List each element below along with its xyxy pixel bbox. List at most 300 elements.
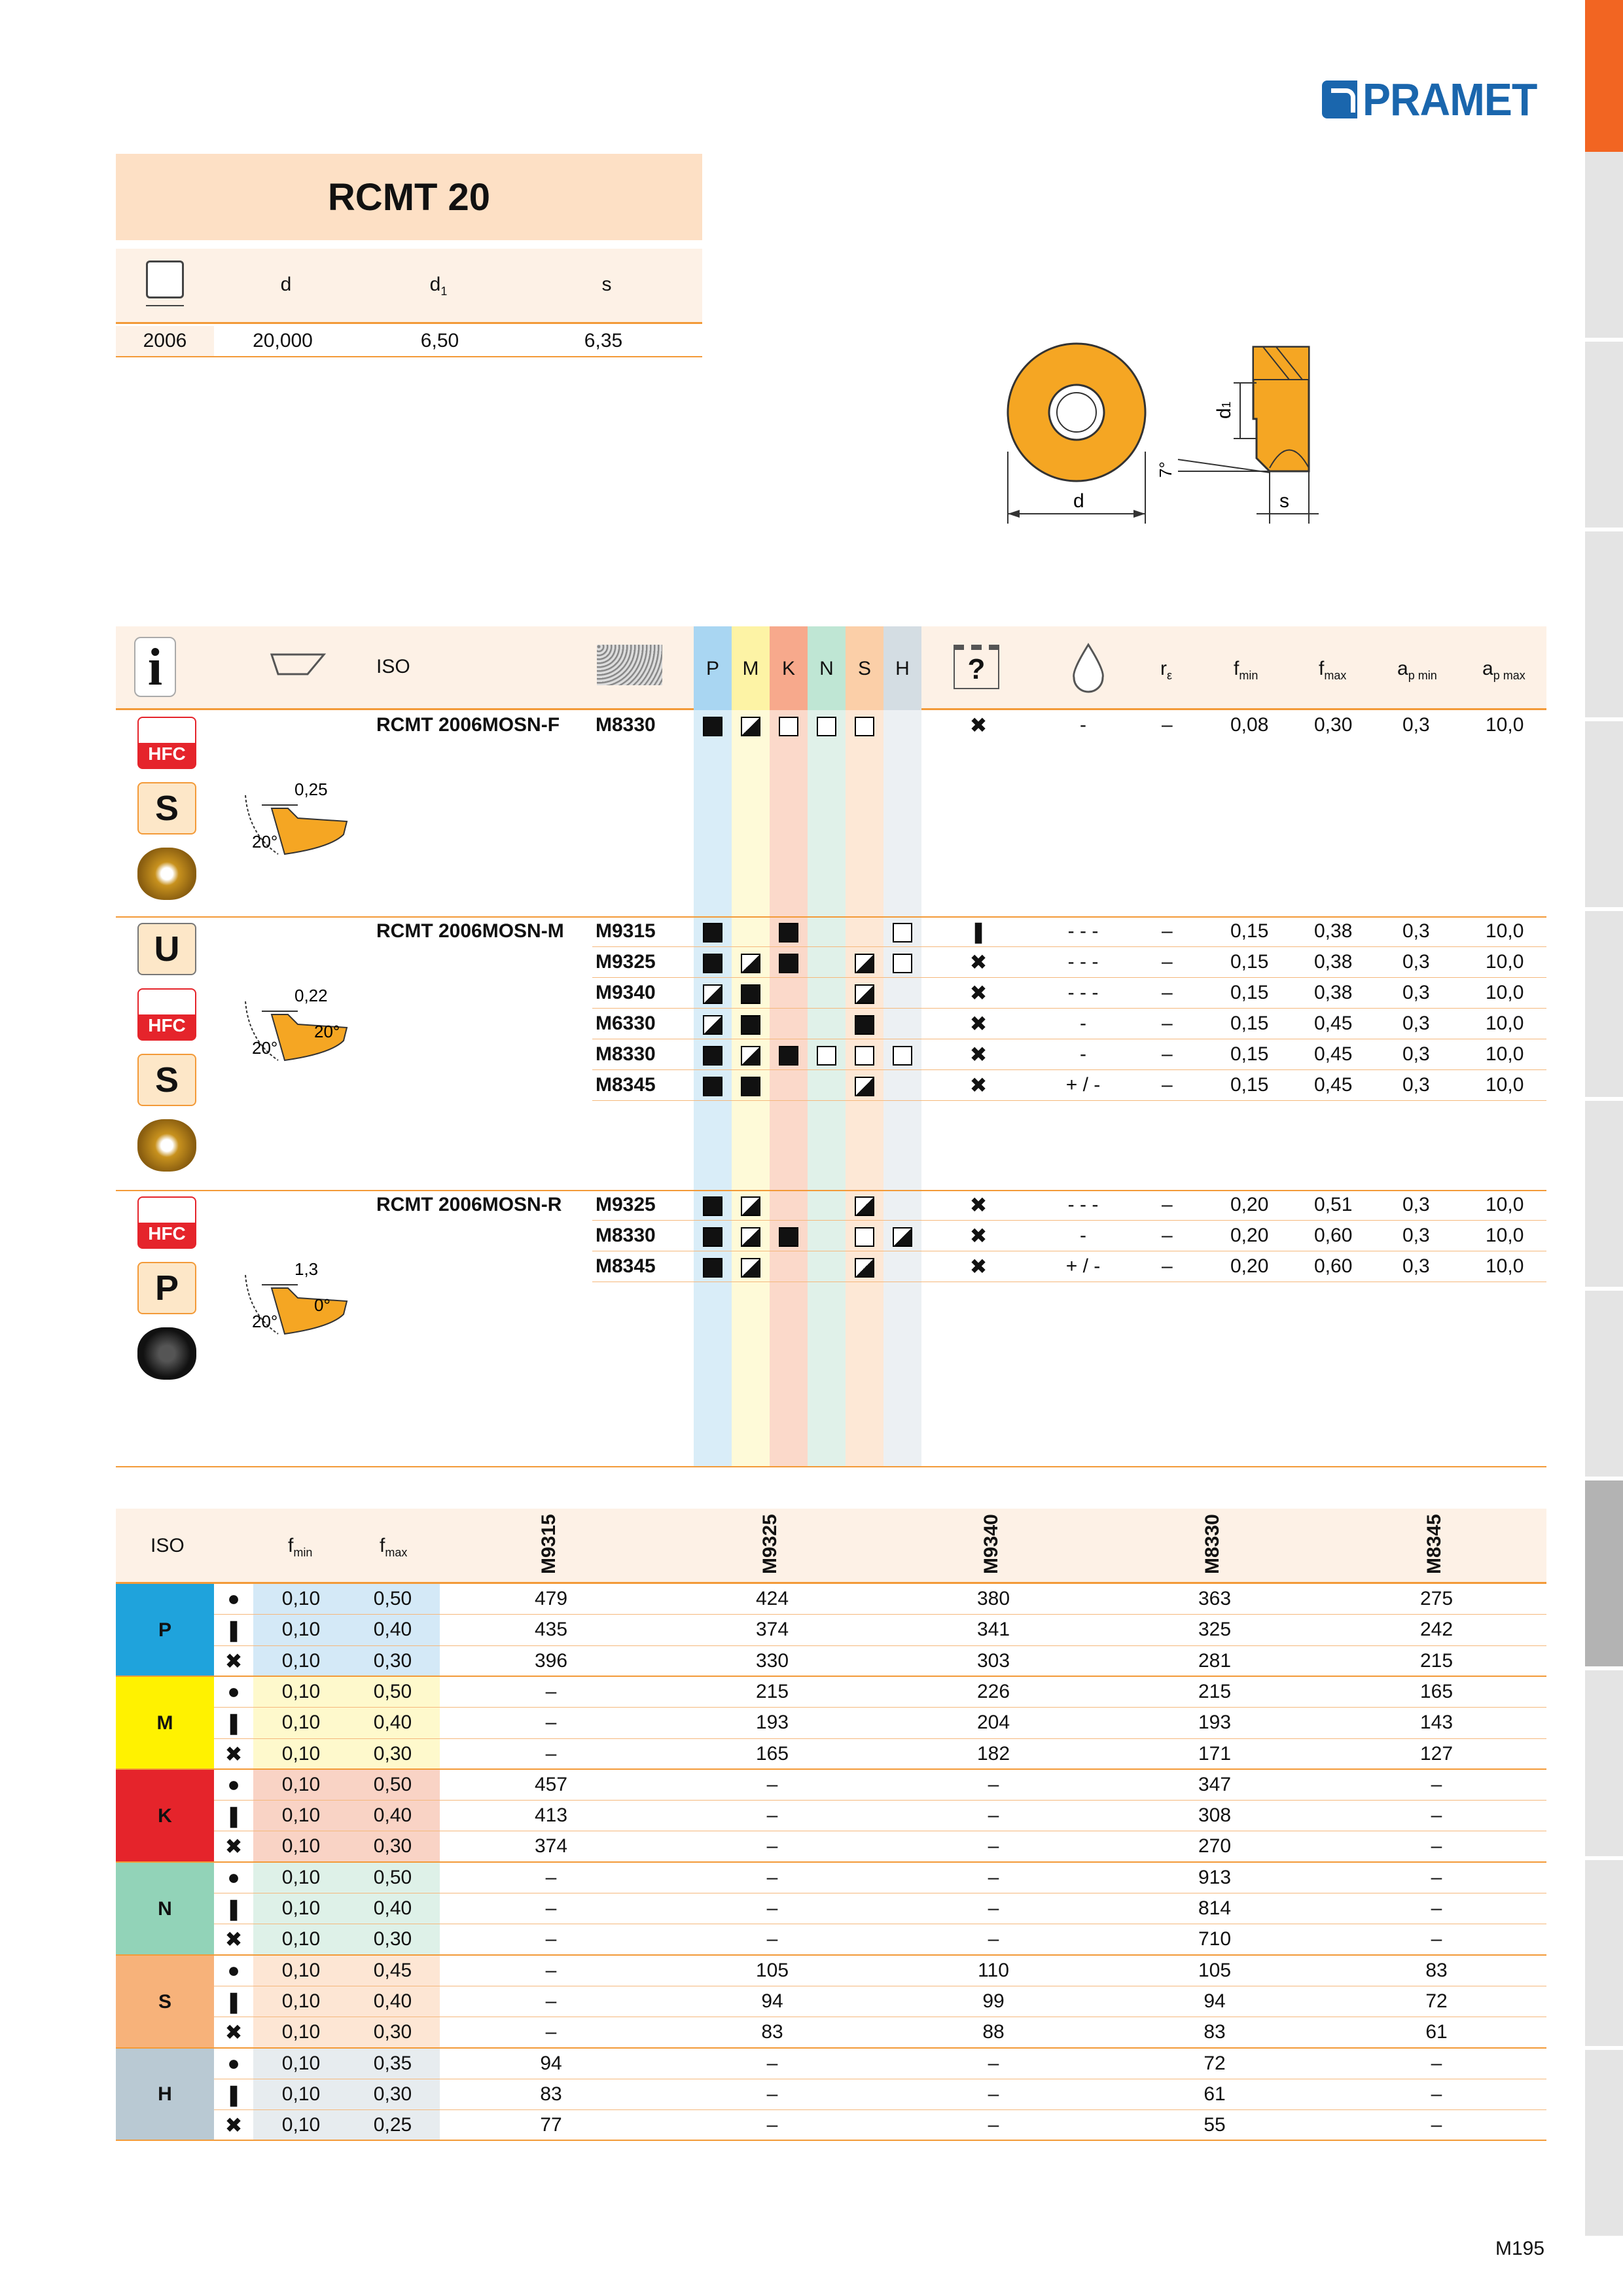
- page-number: M195: [1495, 2238, 1544, 2259]
- insert-photo: [137, 1327, 196, 1380]
- side-tab: [1585, 531, 1623, 721]
- cutting-speed-value: –: [988, 2114, 999, 2136]
- cutting-speed-value: 182: [976, 1742, 1010, 1765]
- corner-radius-value: –: [1162, 1043, 1173, 1065]
- coolant-value: - - -: [1067, 1194, 1099, 1215]
- suitability-full-marker: [779, 1046, 798, 1066]
- cutting-speed-value: 226: [976, 1680, 1010, 1702]
- suitability-full-marker: [741, 1015, 760, 1035]
- dim-header-d: d: [280, 274, 292, 295]
- side-tab: [1585, 1101, 1623, 1291]
- operation-icon: ?: [954, 645, 999, 689]
- row-divider: [592, 977, 1546, 978]
- apmax-value: 10,0: [1486, 982, 1524, 1003]
- row-symbol: ●: [227, 2051, 240, 2075]
- corner-radius-value: –: [1162, 1013, 1173, 1034]
- group-separator: [116, 916, 1546, 918]
- product-title: RCMT 20: [116, 154, 702, 240]
- cutting-speed-value: –: [545, 1742, 557, 1765]
- suitability-half-marker: [703, 1015, 722, 1035]
- coolant-value: - - -: [1067, 951, 1099, 973]
- row-divider: [592, 946, 1546, 947]
- row-symbol: ✖: [224, 1742, 243, 1766]
- suitability-half-marker: [741, 1227, 760, 1247]
- cutting-speed-value: 165: [755, 1742, 789, 1765]
- coolant-drop-icon: [1069, 641, 1108, 694]
- cutting-speed-value: 83: [1204, 2021, 1226, 2043]
- cutting-fmax: 0,30: [373, 1835, 412, 1857]
- drawing-label-d: d: [1073, 490, 1084, 512]
- side-tab: [1585, 911, 1623, 1101]
- suitability-half-marker: [855, 1077, 874, 1096]
- cutting-speed-value: 270: [1198, 1835, 1232, 1857]
- grades-header-r: $r_\varepsilon$: [1160, 658, 1173, 682]
- operation-symbol: ✖: [969, 713, 988, 737]
- dimensions-row: [116, 326, 702, 357]
- corner-radius-value: –: [1162, 951, 1173, 973]
- grade-name: M9340: [596, 982, 656, 1003]
- fmax-value: 0,51: [1314, 1194, 1353, 1215]
- row-divider: [592, 1100, 1546, 1101]
- insert-square-icon: [146, 260, 184, 298]
- coolant-value: -: [1080, 714, 1086, 736]
- row-symbol: ✖: [224, 1649, 243, 1673]
- cutting-speed-value: –: [545, 1680, 557, 1702]
- cutting-speed-value: 193: [1198, 1712, 1232, 1734]
- suitability-full-marker: [703, 923, 722, 942]
- grade-name: M8330: [596, 1225, 656, 1246]
- dim-size: 2006: [143, 330, 187, 351]
- cutting-speed-value: –: [766, 1835, 778, 1857]
- cutting-speed-value: 814: [1198, 1897, 1232, 1919]
- material-header-p: P: [705, 658, 719, 679]
- operation-symbol: ✖: [969, 1043, 988, 1066]
- apmin-value: 0,3: [1402, 1043, 1430, 1065]
- row-symbol: ❚: [224, 1897, 243, 1920]
- fmin-value: 0,15: [1230, 1043, 1269, 1065]
- corner-radius-value: –: [1162, 1255, 1173, 1277]
- badge-hfc-icon: HFC: [137, 1196, 196, 1249]
- cutting-speed-value: 341: [976, 1619, 1010, 1641]
- cutting-fmin: 0,10: [281, 1928, 321, 1950]
- fmax-value: 0,38: [1314, 951, 1353, 973]
- cutting-speed-value: 363: [1198, 1588, 1232, 1609]
- cutting-speed-value: 413: [534, 1804, 568, 1827]
- row-symbol: ●: [227, 1587, 240, 1610]
- fmax-value: 0,38: [1314, 920, 1353, 942]
- cutting-fmax: 0,35: [373, 2052, 412, 2074]
- row-symbol: ●: [227, 1958, 240, 1982]
- suitability-empty-marker: [893, 1046, 912, 1066]
- group-separator: [116, 1466, 1546, 1467]
- cutting-speed-value: –: [988, 2083, 999, 2105]
- cutting-speed-value: –: [545, 2021, 557, 2043]
- cutting-speed-value: –: [545, 1990, 557, 2012]
- operation-symbol: ✖: [969, 950, 988, 974]
- cutting-speed-value: 105: [755, 1959, 789, 1981]
- suitability-half-marker: [741, 1196, 760, 1216]
- material-header-k: K: [781, 658, 795, 679]
- cutting-speed-value: –: [1431, 2052, 1442, 2074]
- cutting-speed-value: 396: [534, 1649, 568, 1672]
- suitability-half-marker: [855, 984, 874, 1004]
- side-tab: [1585, 721, 1623, 911]
- cutting-speed-value: 242: [1419, 1619, 1454, 1641]
- suitability-half-marker: [855, 954, 874, 973]
- apmax-value: 10,0: [1486, 1255, 1524, 1277]
- cutting-table-header: [116, 1509, 1546, 1584]
- fmax-value: 0,45: [1314, 1074, 1353, 1096]
- cutting-fmin: 0,10: [281, 1619, 321, 1641]
- cutting-speed-value: 710: [1198, 1928, 1232, 1950]
- cutting-speed-value: –: [1431, 1866, 1442, 1888]
- cutting-fmax: 0,40: [373, 1804, 412, 1827]
- cutting-speed-value: 127: [1419, 1742, 1454, 1765]
- insert-photo: [137, 1119, 196, 1172]
- material-header-s: S: [857, 658, 871, 679]
- row-symbol: ❚: [224, 1804, 243, 1828]
- fmin-value: 0,15: [1230, 1074, 1269, 1096]
- suitability-half-marker: [741, 1046, 760, 1066]
- grade-name: M9325: [596, 1194, 656, 1215]
- fmin-value: 0,20: [1230, 1225, 1269, 1246]
- material-group-k: K: [116, 1770, 214, 1863]
- cutting-fmin: 0,10: [281, 2114, 321, 2136]
- apmin-value: 0,3: [1402, 982, 1430, 1003]
- row-divider: [592, 1220, 1546, 1221]
- side-tab: [1585, 1670, 1623, 1860]
- fmin-value: 0,08: [1230, 714, 1269, 736]
- cutting-speed-value: 94: [540, 2052, 562, 2074]
- drawing-label-s: s: [1279, 490, 1289, 512]
- cutting-speed-value: 215: [1419, 1649, 1454, 1672]
- cutting-fmax: 0,30: [373, 1649, 412, 1672]
- corner-radius-value: –: [1162, 714, 1173, 736]
- dim-header-d1: $d_1$: [429, 274, 448, 298]
- cutting-speed-value: –: [545, 1928, 557, 1950]
- grade-name: M8345: [596, 1255, 656, 1277]
- cutting-speed-value: –: [988, 1866, 999, 1888]
- cutting-speed-value: 913: [1198, 1866, 1232, 1888]
- fmin-value: 0,20: [1230, 1194, 1269, 1215]
- suitability-full-marker: [703, 1258, 722, 1278]
- cutting-speed-value: 83: [1425, 1959, 1448, 1981]
- side-tab: [1585, 2050, 1623, 2240]
- dim-s-value: 6,35: [584, 330, 623, 351]
- material-separator: [116, 2140, 1546, 2141]
- coolant-value: - - -: [1067, 982, 1099, 1003]
- cutting-speed-value: –: [545, 1897, 557, 1919]
- cutting-fmax: 0,45: [373, 1959, 412, 1981]
- corner-radius-value: –: [1162, 1074, 1173, 1096]
- cutting-fmin: 0,10: [281, 1712, 321, 1734]
- cutting-grade-header: M9340: [980, 1514, 1002, 1574]
- cutting-speed-value: 308: [1198, 1804, 1232, 1827]
- cutting-fmax: 0,30: [373, 1742, 412, 1765]
- dim-header-s: s: [601, 274, 612, 295]
- suitability-empty-marker: [817, 717, 836, 736]
- cutting-speed-value: 143: [1419, 1712, 1454, 1734]
- cutting-fmin: 0,10: [281, 1897, 321, 1919]
- cutting-speed-value: –: [1431, 1804, 1442, 1827]
- cutting-speed-value: 424: [755, 1588, 789, 1609]
- badge-s-icon: S: [137, 782, 196, 834]
- suitability-half-marker: [855, 1258, 874, 1278]
- grade-name: M6330: [596, 1013, 656, 1034]
- insert-technical-drawing: [982, 321, 1348, 543]
- cutting-fmax: 0,25: [373, 2114, 412, 2136]
- badge-s-icon: S: [137, 1054, 196, 1106]
- drawing-label-angle: 7°: [1156, 461, 1175, 478]
- coolant-value: -: [1080, 1013, 1086, 1034]
- cutting-fmin: 0,10: [281, 1990, 321, 2012]
- side-tab: [1585, 1480, 1623, 1670]
- badge-u-icon: U: [137, 923, 196, 975]
- apmax-value: 10,0: [1486, 1043, 1524, 1065]
- insert-photo: [137, 848, 196, 900]
- row-symbol: ❚: [224, 1989, 243, 2013]
- suitability-half-marker: [741, 1258, 760, 1278]
- cutting-speed-value: 94: [761, 1990, 783, 2012]
- geometry-label: 20°: [252, 1038, 278, 1058]
- edge-geometry-sketch: [232, 1249, 363, 1347]
- suitability-empty-marker: [855, 717, 874, 736]
- row-symbol: ●: [227, 1679, 240, 1703]
- cutting-speed-value: –: [766, 2114, 778, 2136]
- suitability-full-marker: [703, 1046, 722, 1066]
- grade-name: M8330: [596, 1043, 656, 1065]
- fmax-value: 0,60: [1314, 1225, 1353, 1246]
- row-symbol: ●: [227, 1772, 240, 1796]
- coolant-value: -: [1080, 1043, 1086, 1065]
- operation-symbol: ✖: [969, 981, 988, 1005]
- operation-symbol: ❚: [969, 920, 988, 943]
- apmax-value: 10,0: [1486, 1225, 1524, 1246]
- drawing-label-d1: d1: [1213, 401, 1235, 419]
- fmax-value: 0,45: [1314, 1043, 1353, 1065]
- cutting-fmin: 0,10: [281, 1588, 321, 1609]
- material-group-m: M: [116, 1677, 214, 1770]
- suitability-full-marker: [703, 717, 722, 736]
- insert-code: RCMT 2006MOSN-R: [376, 1194, 562, 1215]
- row-symbol: ●: [227, 1865, 240, 1889]
- cutting-speed-value: –: [988, 1773, 999, 1795]
- cutting-fmax: 0,50: [373, 1866, 412, 1888]
- cutting-speed-value: –: [545, 1866, 557, 1888]
- grades-header-fmax: $f_{max}$: [1319, 658, 1347, 682]
- cutting-header-fmax: $f_{max}$: [380, 1535, 408, 1559]
- suitability-full-marker: [741, 984, 760, 1004]
- cutting-speed-value: 88: [982, 2021, 1005, 2043]
- apmax-value: 10,0: [1486, 1013, 1524, 1034]
- apmax-value: 10,0: [1486, 714, 1524, 736]
- cutting-speed-value: –: [766, 2083, 778, 2105]
- fmin-value: 0,15: [1230, 982, 1269, 1003]
- cutting-grade-header: M8345: [1423, 1514, 1445, 1574]
- coolant-value: + / -: [1065, 1255, 1101, 1277]
- cutting-speed-value: –: [766, 2052, 778, 2074]
- fmax-value: 0,60: [1314, 1255, 1353, 1277]
- cutting-speed-value: –: [1431, 1928, 1442, 1950]
- corner-radius-value: –: [1162, 1194, 1173, 1215]
- grade-name: M8330: [596, 714, 656, 736]
- cutting-speed-value: 94: [1204, 1990, 1226, 2012]
- cutting-fmax: 0,40: [373, 1712, 412, 1734]
- cutting-fmin: 0,10: [281, 1835, 321, 1857]
- cutting-speed-value: 72: [1425, 1990, 1448, 2012]
- row-symbol: ✖: [224, 2113, 243, 2138]
- operation-symbol: ✖: [969, 1012, 988, 1035]
- grade-material-icon: [597, 645, 662, 685]
- coolant-value: + / -: [1065, 1074, 1101, 1096]
- fmin-value: 0,20: [1230, 1255, 1269, 1277]
- suitability-half-marker: [741, 717, 760, 736]
- fmax-value: 0,38: [1314, 982, 1353, 1003]
- material-header-h: H: [895, 658, 910, 679]
- corner-radius-value: –: [1162, 920, 1173, 942]
- dim-d1-value: 6,50: [420, 330, 459, 351]
- badge-hfc-icon: HFC: [137, 717, 196, 769]
- cutting-speed-value: 193: [755, 1712, 789, 1734]
- apmax-value: 10,0: [1486, 1194, 1524, 1215]
- geometry-label: 20°: [252, 832, 278, 852]
- suitability-empty-marker: [855, 1046, 874, 1066]
- side-tab: [1585, 152, 1623, 342]
- geometry-label: 20°: [314, 1022, 340, 1041]
- corner-radius-value: –: [1162, 982, 1173, 1003]
- cutting-fmin: 0,10: [281, 1866, 321, 1888]
- operation-symbol: ✖: [969, 1255, 988, 1278]
- side-tab-active: [1585, 0, 1623, 152]
- cutting-fmin: 0,10: [281, 2052, 321, 2074]
- cutting-header-iso: ISO: [151, 1535, 185, 1556]
- geometry-label: 20°: [252, 1312, 278, 1331]
- cutting-fmin: 0,10: [281, 1804, 321, 1827]
- group-separator: [116, 1190, 1546, 1191]
- grades-header-iso: ISO: [376, 656, 410, 677]
- material-header-n: N: [819, 658, 834, 679]
- cutting-grade-header: M9325: [759, 1514, 781, 1574]
- side-tab: [1585, 342, 1623, 531]
- cutting-speed-value: 457: [534, 1773, 568, 1795]
- row-divider: [592, 1069, 1546, 1070]
- material-group-p: P: [116, 1584, 214, 1677]
- cutting-speed-value: 380: [976, 1588, 1010, 1609]
- fmin-value: 0,15: [1230, 1013, 1269, 1034]
- cutting-fmax: 0,50: [373, 1588, 412, 1609]
- cutting-speed-value: 215: [1198, 1680, 1232, 1702]
- apmin-value: 0,3: [1402, 1074, 1430, 1096]
- cutting-grade-header: M8330: [1202, 1514, 1223, 1574]
- suitability-empty-marker: [817, 1046, 836, 1066]
- cutting-speed-value: 55: [1204, 2114, 1226, 2136]
- dim-d-value: 20,000: [253, 330, 313, 351]
- insert-code: RCMT 2006MOSN-F: [376, 714, 560, 736]
- cutting-fmin: 0,10: [281, 1649, 321, 1672]
- suitability-empty-marker: [855, 1227, 874, 1247]
- cutting-speed-value: –: [988, 2052, 999, 2074]
- cutting-speed-value: 204: [976, 1712, 1010, 1734]
- apmin-value: 0,3: [1402, 1013, 1430, 1034]
- cutting-fmax: 0,30: [373, 1928, 412, 1950]
- fmax-value: 0,45: [1314, 1013, 1353, 1034]
- cutting-fmax: 0,50: [373, 1680, 412, 1702]
- corner-radius-value: –: [1162, 1225, 1173, 1246]
- grades-header-fmin: $f_{min}$: [1234, 658, 1258, 682]
- suitability-half-marker: [703, 984, 722, 1004]
- cutting-speed-value: –: [988, 1928, 999, 1950]
- suitability-empty-marker: [893, 954, 912, 973]
- cutting-speed-value: 303: [976, 1649, 1010, 1672]
- cutting-fmax: 0,50: [373, 1773, 412, 1795]
- cutting-fmin: 0,10: [281, 1742, 321, 1765]
- fmax-value: 0,30: [1314, 714, 1353, 736]
- cutting-speed-value: 215: [755, 1680, 789, 1702]
- cutting-speed-value: –: [766, 1804, 778, 1827]
- cutting-speed-value: 435: [534, 1619, 568, 1641]
- suitability-full-marker: [703, 1196, 722, 1216]
- cutting-fmax: 0,40: [373, 1897, 412, 1919]
- suitability-full-marker: [779, 954, 798, 973]
- suitability-full-marker: [779, 1227, 798, 1247]
- insert-code: RCMT 2006MOSN-M: [376, 920, 564, 942]
- fmin-value: 0,15: [1230, 920, 1269, 942]
- cutting-fmax: 0,30: [373, 2021, 412, 2043]
- geometry-label: 0,22: [294, 986, 328, 1005]
- suitability-half-marker: [855, 1196, 874, 1216]
- grades-header-apmin: $a_{p min}$: [1397, 658, 1437, 682]
- cutting-fmin: 0,10: [281, 1680, 321, 1702]
- cutting-fmax: 0,40: [373, 1990, 412, 2012]
- brand-name: PRAMET: [1363, 74, 1537, 125]
- cutting-speed-value: 347: [1198, 1773, 1232, 1795]
- info-icon: i: [134, 637, 176, 697]
- grade-name: M9325: [596, 951, 656, 973]
- fmin-value: 0,15: [1230, 951, 1269, 973]
- grade-name: M9315: [596, 920, 656, 942]
- row-symbol: ✖: [224, 1835, 243, 1859]
- cutting-speed-value: 110: [978, 1959, 1009, 1981]
- cutting-speed-value: –: [1431, 1835, 1442, 1857]
- suitability-full-marker: [741, 1077, 760, 1096]
- geometry-label: 0,25: [294, 780, 328, 799]
- cutting-speed-value: 479: [534, 1588, 568, 1609]
- row-symbol: ✖: [224, 1928, 243, 1952]
- apmin-value: 0,3: [1402, 951, 1430, 973]
- operation-symbol: ✖: [969, 1073, 988, 1097]
- apmax-value: 10,0: [1486, 1074, 1524, 1096]
- cutting-speed-value: 61: [1204, 2083, 1226, 2105]
- grades-header-apmax: $a_{p max}$: [1482, 658, 1525, 682]
- apmax-value: 10,0: [1486, 920, 1524, 942]
- material-header-m: M: [742, 658, 759, 679]
- badge-p-icon: P: [137, 1262, 196, 1314]
- cutting-speed-value: –: [545, 1712, 557, 1734]
- cutting-speed-value: –: [766, 1928, 778, 1950]
- cutting-speed-value: –: [545, 1959, 557, 1981]
- cutting-speed-value: –: [1431, 2114, 1442, 2136]
- cutting-speed-value: –: [988, 1835, 999, 1857]
- row-symbol: ❚: [224, 2082, 243, 2106]
- suitability-empty-marker: [779, 717, 798, 736]
- insert-profile-icon: [268, 651, 327, 677]
- edge-geometry-sketch: [232, 975, 363, 1073]
- side-tab: [1585, 1291, 1623, 1480]
- cutting-speed-value: 61: [1425, 2021, 1448, 2043]
- cutting-speed-value: –: [1431, 1897, 1442, 1919]
- cutting-speed-value: –: [988, 1804, 999, 1827]
- cutting-speed-value: 165: [1419, 1680, 1454, 1702]
